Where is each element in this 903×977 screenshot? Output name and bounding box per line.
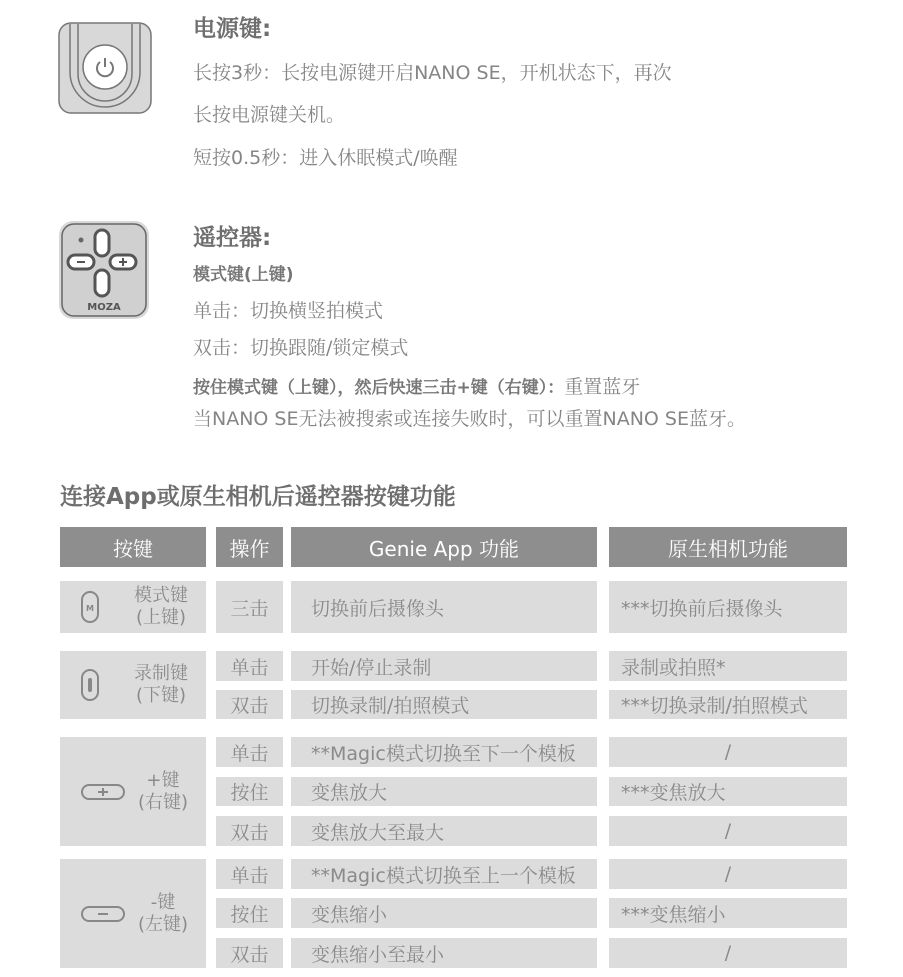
key-cell: [60, 859, 206, 968]
action-cell: 单击: [216, 651, 283, 681]
remote-line: 双击：切换跟随/锁定模式: [193, 337, 409, 359]
native-camera-function-cell: /: [609, 816, 847, 846]
power-line: 长按电源键关机。: [193, 104, 346, 126]
key-position: (上键): [135, 607, 187, 628]
native-camera-function-cell: ***切换录制/拍照模式: [609, 690, 847, 719]
genie-app-function-cell: 变焦缩小: [291, 898, 597, 928]
genie-app-function-cell: 切换录制/拍照模式: [291, 690, 597, 719]
action-cell: 双击: [216, 816, 283, 846]
svg-text:M: M: [86, 604, 94, 613]
power-button-icon: [58, 22, 152, 114]
genie-app-function-cell: **Magic模式切换至上一个模板: [291, 859, 597, 889]
native-camera-function-cell: ***变焦缩小: [609, 898, 847, 928]
key-name: 模式键: [134, 585, 188, 606]
action-cell: 按住: [216, 777, 283, 806]
key-name: +键: [146, 769, 180, 791]
key-label: [134, 663, 188, 707]
key-cell: [60, 737, 206, 846]
key-cell: [60, 581, 206, 633]
remote-line: 单击：切换横竖拍模式: [193, 300, 384, 322]
table-header-cell: Genie App 功能: [291, 527, 597, 567]
table-header-cell: 按键: [60, 527, 206, 567]
key-position: (右键): [137, 791, 188, 813]
key-cell: [60, 651, 206, 719]
remote-subtitle: 模式键(上键): [193, 265, 294, 285]
action-cell: 单击: [216, 859, 283, 889]
key-position: (左键): [137, 913, 188, 935]
mode-key-icon: [80, 590, 100, 624]
native-camera-function-cell: ***切换前后摄像头: [609, 581, 847, 633]
power-title: 电源键:: [193, 16, 272, 42]
native-camera-function-cell: ***变焦放大: [609, 777, 847, 806]
native-camera-function-cell: /: [609, 859, 847, 889]
native-camera-function-cell: 录制或拍照*: [609, 651, 847, 681]
action-cell: 三击: [216, 581, 283, 633]
genie-app-function-cell: 切换前后摄像头: [291, 581, 597, 633]
key-label: [138, 892, 188, 936]
reset-line: [193, 372, 640, 399]
native-camera-function-cell: /: [609, 938, 847, 968]
reset-bold: 按住模式键（上键），然后快速三击+键（右键）：: [193, 378, 565, 398]
moza-logo: MOZA: [87, 302, 121, 313]
minus-key-icon: [80, 905, 126, 923]
action-cell: 按住: [216, 898, 283, 928]
native-camera-function-cell: /: [609, 737, 847, 767]
key-name: 录制键: [134, 663, 188, 684]
genie-app-function-cell: **Magic模式切换至下一个模板: [291, 737, 597, 767]
reset-text: 重置蓝牙: [564, 376, 641, 398]
reset-note: 当NANO SE无法被搜索或连接失败时，可以重置NANO SE蓝牙。: [193, 408, 746, 430]
record-key-icon: [80, 668, 100, 702]
key-label: [134, 585, 188, 629]
genie-app-function-cell: 变焦缩小至最小: [291, 938, 597, 968]
power-line: 短按0.5秒：进入休眠模式/唤醒: [193, 147, 458, 169]
action-cell: 单击: [216, 737, 283, 767]
key-name: -键: [150, 891, 176, 913]
power-line: 长按3秒：长按电源键开启NANO SE，开机状态下，再次: [193, 62, 672, 84]
section-title: 连接App或原生相机后遥控器按键功能: [60, 484, 456, 510]
plus-key-icon: [80, 783, 126, 801]
table-header-cell: 原生相机功能: [609, 527, 847, 567]
table-header-cell: 操作: [216, 527, 283, 567]
action-cell: 双击: [216, 938, 283, 968]
action-cell: 双击: [216, 690, 283, 719]
remote-control-icon: [58, 220, 150, 320]
remote-title: 遥控器:: [193, 225, 272, 251]
genie-app-function-cell: 变焦放大: [291, 777, 597, 806]
key-position: (下键): [135, 685, 187, 706]
key-label: [138, 770, 188, 814]
genie-app-function-cell: 变焦放大至最大: [291, 816, 597, 846]
genie-app-function-cell: 开始/停止录制: [291, 651, 597, 681]
